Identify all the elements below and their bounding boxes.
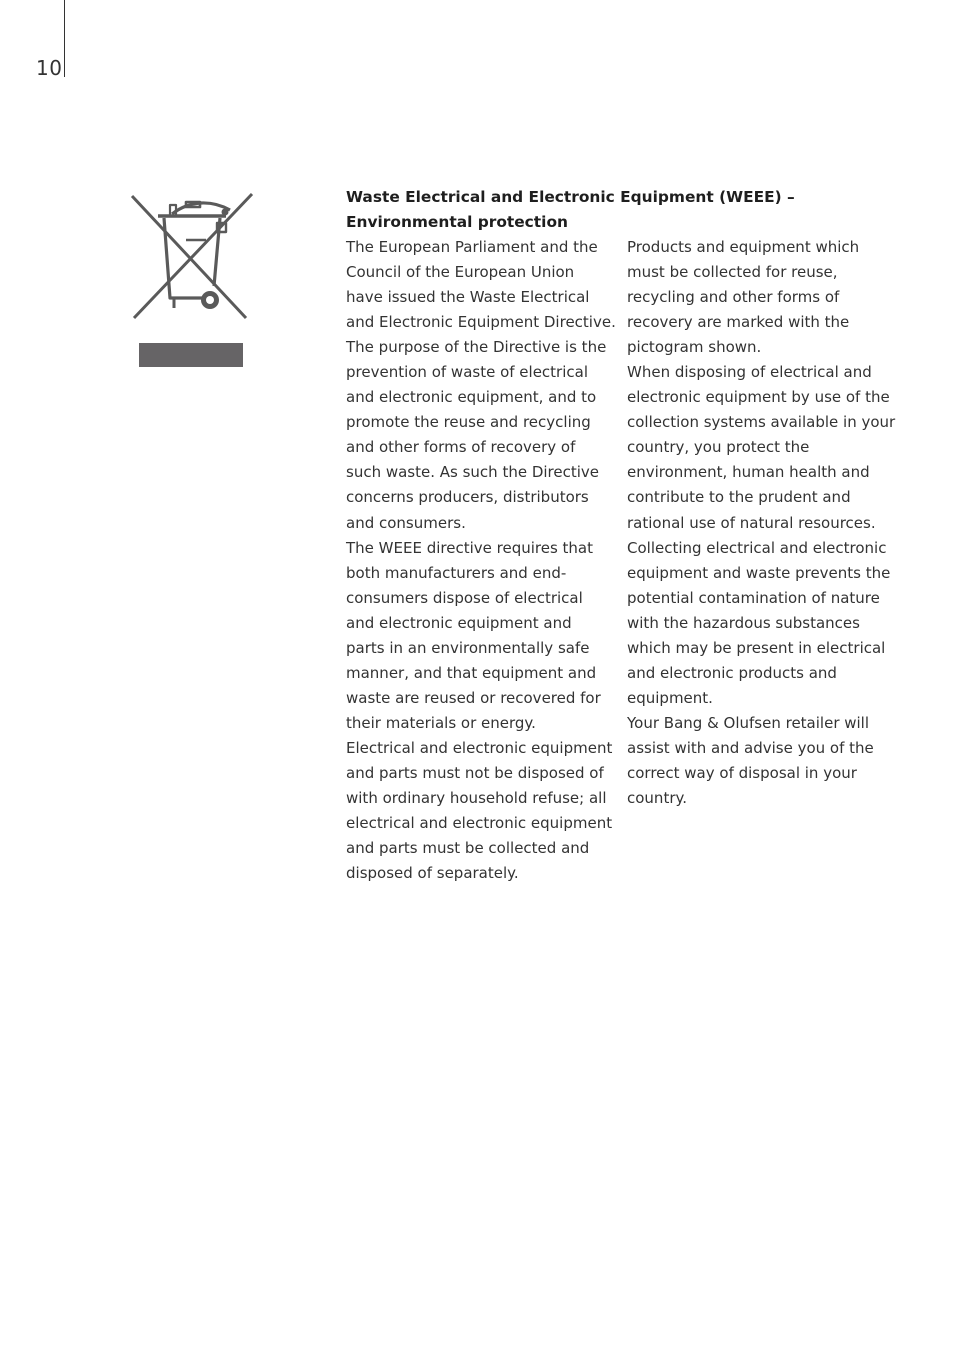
text-line: Collecting electrical and electronic (627, 538, 887, 557)
text-line: which may be present in electrical (627, 638, 886, 657)
text-line: Products and equipment which (627, 238, 860, 256)
text-line: waste are reused or recovered for (346, 688, 601, 707)
text-line: electrical and electronic equipment (346, 814, 613, 833)
text-line: pictogram shown. (627, 338, 762, 357)
text-line: The purpose of the Directive is the (346, 338, 607, 357)
text-line: When disposing of electrical and (627, 363, 872, 382)
text-line: country, you protect the (627, 438, 810, 457)
text-line: assist with and advise you of the (627, 738, 874, 757)
text-line: and parts must not be disposed of (346, 763, 604, 782)
text-line: collection systems available in your (627, 413, 896, 432)
text-line: contribute to the prudent and (627, 488, 851, 507)
text-line: and other forms of recovery of (346, 438, 576, 457)
text-line: and electronic equipment, and to (346, 388, 597, 407)
text-line: promote the reuse and recycling (346, 413, 591, 432)
page-number: 10 (36, 56, 63, 80)
text-line: potential contamination of nature (627, 588, 880, 607)
section-heading (346, 185, 906, 235)
text-line: correct way of disposal in your (627, 763, 857, 782)
text-line: and electronic equipment and (346, 613, 572, 632)
text-line: The WEEE directive requires that (346, 538, 593, 557)
paragraph (627, 360, 927, 535)
text-line: and electronic products and (627, 663, 837, 682)
text-line: recycling and other forms of (627, 288, 840, 307)
text-line: and Electronic Equipment Directive. (346, 313, 616, 332)
text-line: with the hazardous substances (627, 613, 860, 632)
text-line: recovery are marked with the (627, 313, 850, 332)
text-line: must be collected for reuse, (627, 263, 838, 282)
text-line: with ordinary household refuse; all (346, 789, 607, 808)
left-text-column (346, 235, 618, 886)
paragraph (627, 711, 927, 811)
text-line: electronic equipment by use of the (627, 388, 890, 407)
text-line: rational use of natural resources. (627, 513, 876, 532)
crossed-out-wheeled-bin-icon (128, 190, 256, 322)
text-line: country. (627, 789, 687, 808)
text-line: have issued the Waste Electrical (346, 288, 590, 307)
text-line: both manufacturers and end- (346, 563, 567, 582)
paragraph (346, 736, 618, 886)
text-line: consumers dispose of electrical (346, 588, 583, 607)
text-line: disposed of separately. (346, 864, 519, 883)
paragraph (627, 235, 927, 360)
heading-line: Waste Electrical and Electronic Equipment (WEEE) – (346, 188, 795, 206)
text-line: their materials or energy. (346, 713, 536, 732)
paragraph (346, 335, 618, 535)
text-line: environment, human health and (627, 463, 870, 482)
heading-line: Environmental protection (346, 213, 568, 231)
text-line: equipment. (627, 688, 713, 707)
paragraph (346, 235, 618, 335)
text-line: manner, and that equipment and (346, 663, 597, 682)
text-line: such waste. As such the Directive (346, 463, 600, 482)
paragraph (346, 536, 618, 736)
text-line: and parts must be collected and (346, 839, 590, 858)
text-line: and consumers. (346, 513, 466, 532)
text-line: Council of the European Union (346, 263, 575, 282)
text-line: prevention of waste of electrical (346, 363, 588, 382)
weee-symbol-bar (139, 343, 243, 367)
text-line: equipment and waste prevents the (627, 563, 891, 582)
paragraph (627, 536, 927, 711)
text-line: The European Parliament and the (346, 238, 598, 256)
page-margin-rule (64, 0, 65, 77)
text-line: concerns producers, distributors (346, 488, 589, 507)
text-line: parts in an environmentally safe (346, 638, 590, 657)
right-text-column (627, 235, 927, 811)
text-line: Electrical and electronic equipment (346, 738, 613, 757)
text-line: Your Bang & Olufsen retailer will (627, 713, 870, 732)
